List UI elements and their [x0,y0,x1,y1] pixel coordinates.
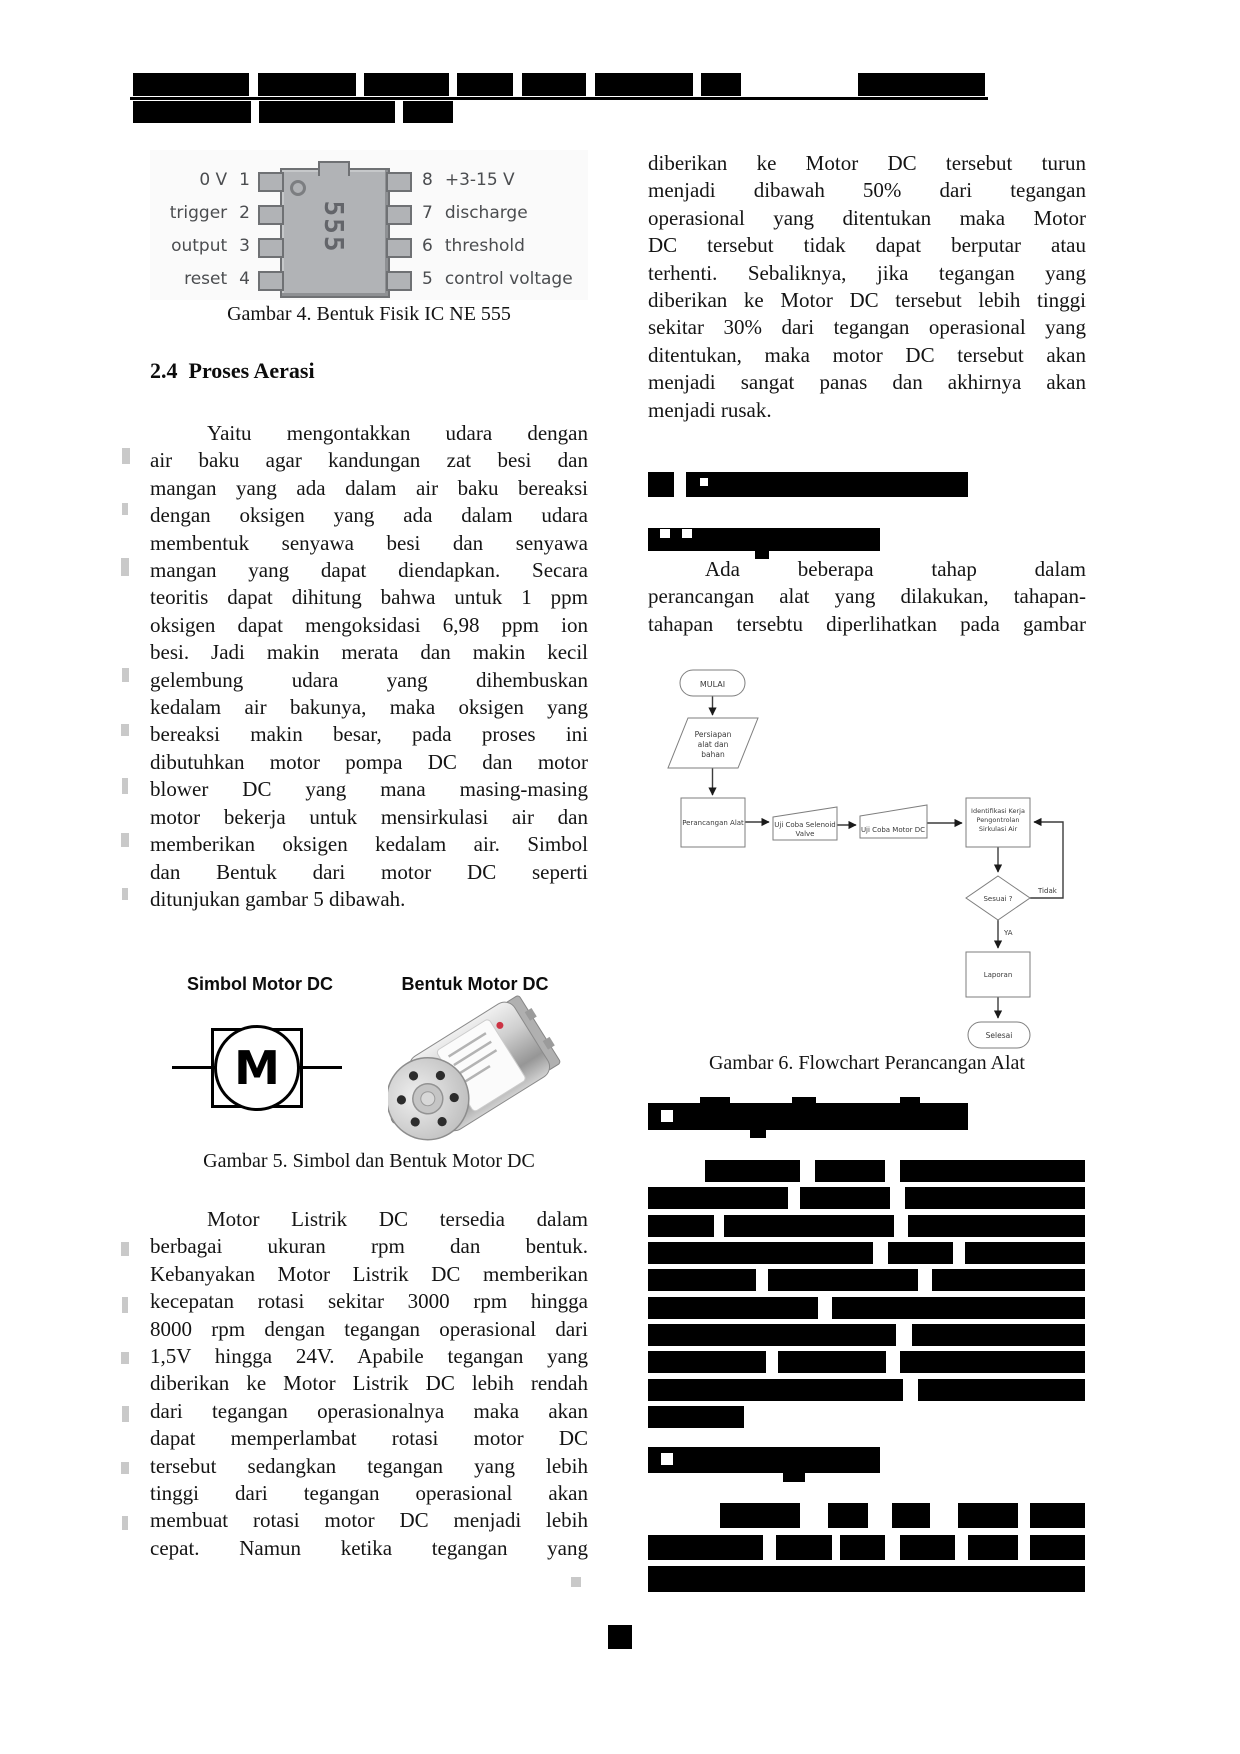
redacted-bar [900,1351,1085,1373]
redacted-bar [908,1215,1085,1237]
text-line: air baku agar kandungan zat besi dan [150,448,588,473]
redacted-bar [403,101,453,123]
redacted-bar [522,73,586,96]
text-line: DC tersebut tidak dapat berputar atau [648,233,1086,258]
text-line: dibutuhkan motor pompa DC dan motor [150,749,588,774]
redacted-bar [648,472,674,497]
pin-row-8 [422,168,588,192]
redacted-bar [840,1535,885,1560]
text-line: dapat memperlambat rotasi motor DC [150,1426,588,1451]
svg-text:Uji Coba Motor DC: Uji Coba Motor DC [860,826,926,834]
svg-text:Selesai: Selesai [985,1031,1013,1040]
text-line: Ada beberapa tahap dalam [705,557,1086,581]
figure6-caption: Gambar 6. Flowchart Perancangan Alat [708,1052,1025,1074]
redacted-bar [720,1503,800,1528]
text-line: 8000 rpm dengan tegangan operasional dari [150,1316,588,1341]
pin-stub [258,271,284,291]
figure5-symbol-label: Simbol Motor DC [187,974,333,994]
pin-label: +3-15 V [444,170,515,190]
text-line: operasional yang ditentukan maka Motor [648,205,1086,230]
text-line: blower DC yang mana masing-masing [150,777,588,802]
text-line: kecepatan rotasi sekitar 3000 rpm hingga [150,1289,588,1314]
redacted-bar [905,1187,1085,1209]
redacted-bar [648,1269,756,1291]
pin-number: 8 [422,170,433,190]
flowchart-no-label: Tidak [1038,887,1057,895]
pin-label: discharge [444,203,528,223]
pin-row-7 [422,201,588,225]
redacted-bar [724,1215,894,1237]
redacted-bar [776,1535,832,1560]
redacted-bar [958,1503,1018,1528]
redacted-bar [595,73,693,96]
text-line: Kebanyakan Motor Listrik DC memberikan [150,1261,588,1286]
body-paragraph [648,556,1086,638]
redaction-gap [661,1453,673,1465]
text-line: dan Bentuk dari motor DC seperti [150,859,588,884]
motor-symbol-lead-right [298,1066,342,1069]
pin-number: 2 [239,203,250,223]
redacted-bar [800,1187,890,1209]
body-paragraph [648,150,1086,424]
motor-symbol-circle: M [214,1025,300,1111]
ic-chip-notch [318,161,350,176]
pin-number: 4 [239,269,250,289]
scan-artifact [571,1577,581,1587]
redacted-bar [686,472,968,497]
text-line: kedalam air bakunya, maka oksigen yang [150,695,588,720]
text-line: berbagai ukuran rpm dan bentuk. [150,1234,588,1259]
figure5-photo-label: Bentuk Motor DC [401,974,549,994]
text-line: tersebut sedangkan tegangan yang lebih [150,1453,588,1478]
redacted-bar [648,1215,714,1237]
svg-text:alat dan: alat dan [697,740,729,749]
text-line: gelembung udara yang dihembuskan [150,667,588,692]
scan-artifact [122,1297,128,1313]
redacted-bar [133,73,249,96]
text-line: terhenti. Sebaliknya, jika tegangan yang [648,260,1086,285]
figure4-ic555-pinout [150,150,588,300]
pin-number: 7 [422,203,433,223]
pin-stub [258,205,284,225]
redacted-bar [608,1625,632,1649]
redacted-bar [648,1324,896,1346]
pin-row-3 [150,234,250,258]
redacted-bar [648,1351,766,1373]
text-line: teoritis dapat dihitung bahwa untuk 1 ppm [150,585,588,610]
redacted-bar [750,1130,766,1138]
svg-text:Perancangan Alat: Perancangan Alat [682,819,744,827]
redacted-bar [858,73,985,96]
redacted-bar [900,1097,920,1104]
scan-artifact [121,1462,129,1474]
pin-number: 1 [239,170,250,190]
redacted-bar [648,1297,818,1319]
pin1-indicator-dot [290,180,306,196]
redaction-gap [660,529,670,538]
redacted-bar [700,1097,730,1104]
redacted-bar [918,1379,1085,1401]
redacted-bar [900,1160,1085,1182]
text-line: menjadi dibawah 50% dari tegangan [648,178,1086,203]
motor-symbol-lead-left [172,1066,216,1069]
figure4-caption: Gambar 4. Bentuk Fisik IC NE 555 [227,303,511,325]
svg-text:Sirkulasi Air: Sirkulasi Air [978,825,1018,833]
pin-row-6 [422,234,588,258]
svg-text:Persiapan: Persiapan [694,730,732,739]
pin-stub [386,271,412,291]
redaction-gap [682,529,692,538]
text-line: diberikan ke Motor DC tersebut turun [648,151,1086,175]
redacted-bar [815,1160,885,1182]
text-line: menjadi sangat panas dan akhirnya akan [648,370,1086,395]
pin-stub [258,172,284,192]
svg-text:Identifikasi Kerja: Identifikasi Kerja [971,807,1025,815]
svg-text:bahan: bahan [701,750,725,759]
svg-text:Valve: Valve [795,830,815,838]
scan-artifact [121,724,129,736]
redacted-bar [648,1187,788,1209]
scan-artifact [121,1352,129,1364]
redacted-bar [259,101,395,123]
svg-text:Uji Coba Selenoid: Uji Coba Selenoid [774,821,836,829]
scan-artifact [122,448,130,464]
flowchart-yes-label: YA [1004,929,1013,937]
body-paragraph [150,1206,588,1562]
text-line: cepat. Namun ketika tegangan yang [150,1535,588,1560]
pin-label: reset [184,269,228,289]
figure6-flowchart [600,655,1090,1055]
pin-label: control voltage [444,269,573,289]
redacted-bar [932,1269,1085,1291]
pin-stub [386,238,412,258]
pin-row-1 [150,168,250,192]
text-line: perancangan alat yang dilakukan, tahapan- [648,584,1086,609]
redacted-bar [900,1535,955,1560]
redacted-bar [1030,1535,1085,1560]
redacted-bar [783,1473,805,1482]
svg-text:Sesuai ?: Sesuai ? [983,895,1013,903]
text-line: oksigen dapat mengoksidasi 6,98 ppm ion [150,612,588,637]
redacted-bar [133,101,251,123]
redacted-bar [364,73,449,96]
text-line: tinggi dari tegangan operasional akan [150,1481,588,1506]
text-line: mangan yang ada dalam air baku bereaksi [150,475,588,500]
scan-artifact [122,778,128,794]
ic-chip-label: 555 [318,200,348,254]
redacted-bar [648,1103,968,1130]
redacted-bar [457,73,513,96]
scan-artifact [122,888,128,900]
flowchart-start-label: MULAI [699,680,726,689]
text-line: ditentukan, maka motor DC tersebut akan [648,342,1086,367]
text-line: membentuk senyawa besi dan senyawa [150,530,588,555]
text-line: memberikan oksigen kedalam air. Simbol [150,832,588,857]
pin-label: trigger [169,203,228,223]
redacted-bar [648,1566,1085,1592]
pin-stub [386,205,412,225]
pin-label: output [171,236,228,256]
text-line: sekitar 30% dari tegangan operasional yang [648,315,1086,340]
body-paragraph [150,420,588,913]
pin-number: 3 [239,236,250,256]
text-line: membuat rotasi motor DC menjadi lebih [150,1508,588,1533]
scan-artifact [122,503,128,515]
text-line: Yaitu mengontakkan udara dengan [207,421,588,445]
scan-artifact [121,1242,129,1256]
redacted-bar [888,1242,953,1264]
text-line: dari tegangan operasionalnya maka akan [150,1398,588,1423]
redacted-bar [648,1242,873,1264]
pin-row-4 [150,267,250,291]
pin-label: threshold [444,236,525,256]
scan-artifact [121,558,129,576]
pin-number: 6 [422,236,433,256]
text-line: mangan yang dapat diendapkan. Secara [150,558,588,583]
scan-artifact [122,1406,129,1422]
text-line: dengan oksigen yang ada dalam udara [150,503,588,528]
redacted-bar [648,1379,903,1401]
pin-stub [386,172,412,192]
pin-label: 0 V [199,170,228,190]
redacted-bar [968,1535,1018,1560]
text-line: besi. Jadi makin merata dan makin kecil [150,640,588,665]
text-line: 1,5V hingga 24V. Apabile tegangan yang [150,1344,588,1369]
redacted-bar [832,1297,1085,1319]
text-line: diberikan ke Motor DC tersebut lebih tinggi [648,288,1086,313]
redacted-bar [648,1535,763,1560]
text-line: tahapan tersebtu diperlihatkan pada gambar [648,611,1086,636]
pin-number: 5 [422,269,433,289]
redaction-gap [661,1110,673,1122]
motor-symbol-bracket-right [300,1028,303,1108]
redacted-bar [768,1269,918,1291]
scan-artifact [122,668,129,682]
redacted-bar [648,1447,880,1473]
redacted-bar [1030,1503,1085,1528]
redacted-bar [965,1242,1085,1264]
text-line: Motor Listrik DC tersedia dalam [207,1207,588,1231]
redacted-bar [778,1351,886,1373]
redacted-bar [792,1097,816,1104]
redacted-bar [892,1503,930,1528]
text-line: bereaksi makin besar, pada proses ini [150,722,588,747]
redacted-bar [912,1324,1085,1346]
section-heading-2-4: 2.4 Proses Aerasi [150,358,315,383]
redaction-gap [700,478,708,486]
pin-stub [258,238,284,258]
header-rule [130,97,988,100]
text-line: ditunjukan gambar 5 dibawah. [150,886,406,911]
text-line: menjadi rusak. [648,397,772,422]
redacted-bar [258,73,356,96]
motor-photo [388,984,566,1152]
redacted-bar [828,1503,868,1528]
scan-artifact [122,1516,128,1530]
text-line: diberikan ke Motor Listrik DC lebih rendah [150,1371,588,1396]
svg-text:Pengontrolan: Pengontrolan [976,816,1020,824]
redacted-bar [648,1406,744,1428]
redacted-bar [705,1160,800,1182]
svg-text:Laporan: Laporan [983,971,1013,979]
figure5-caption: Gambar 5. Simbol dan Bentuk Motor DC [203,1150,535,1172]
text-line: motor bekerja untuk mensirkulasi air dan [150,804,588,829]
pin-row-2 [150,201,250,225]
pin-row-5 [422,267,588,291]
scan-artifact [121,833,129,847]
redacted-bar [701,73,741,96]
